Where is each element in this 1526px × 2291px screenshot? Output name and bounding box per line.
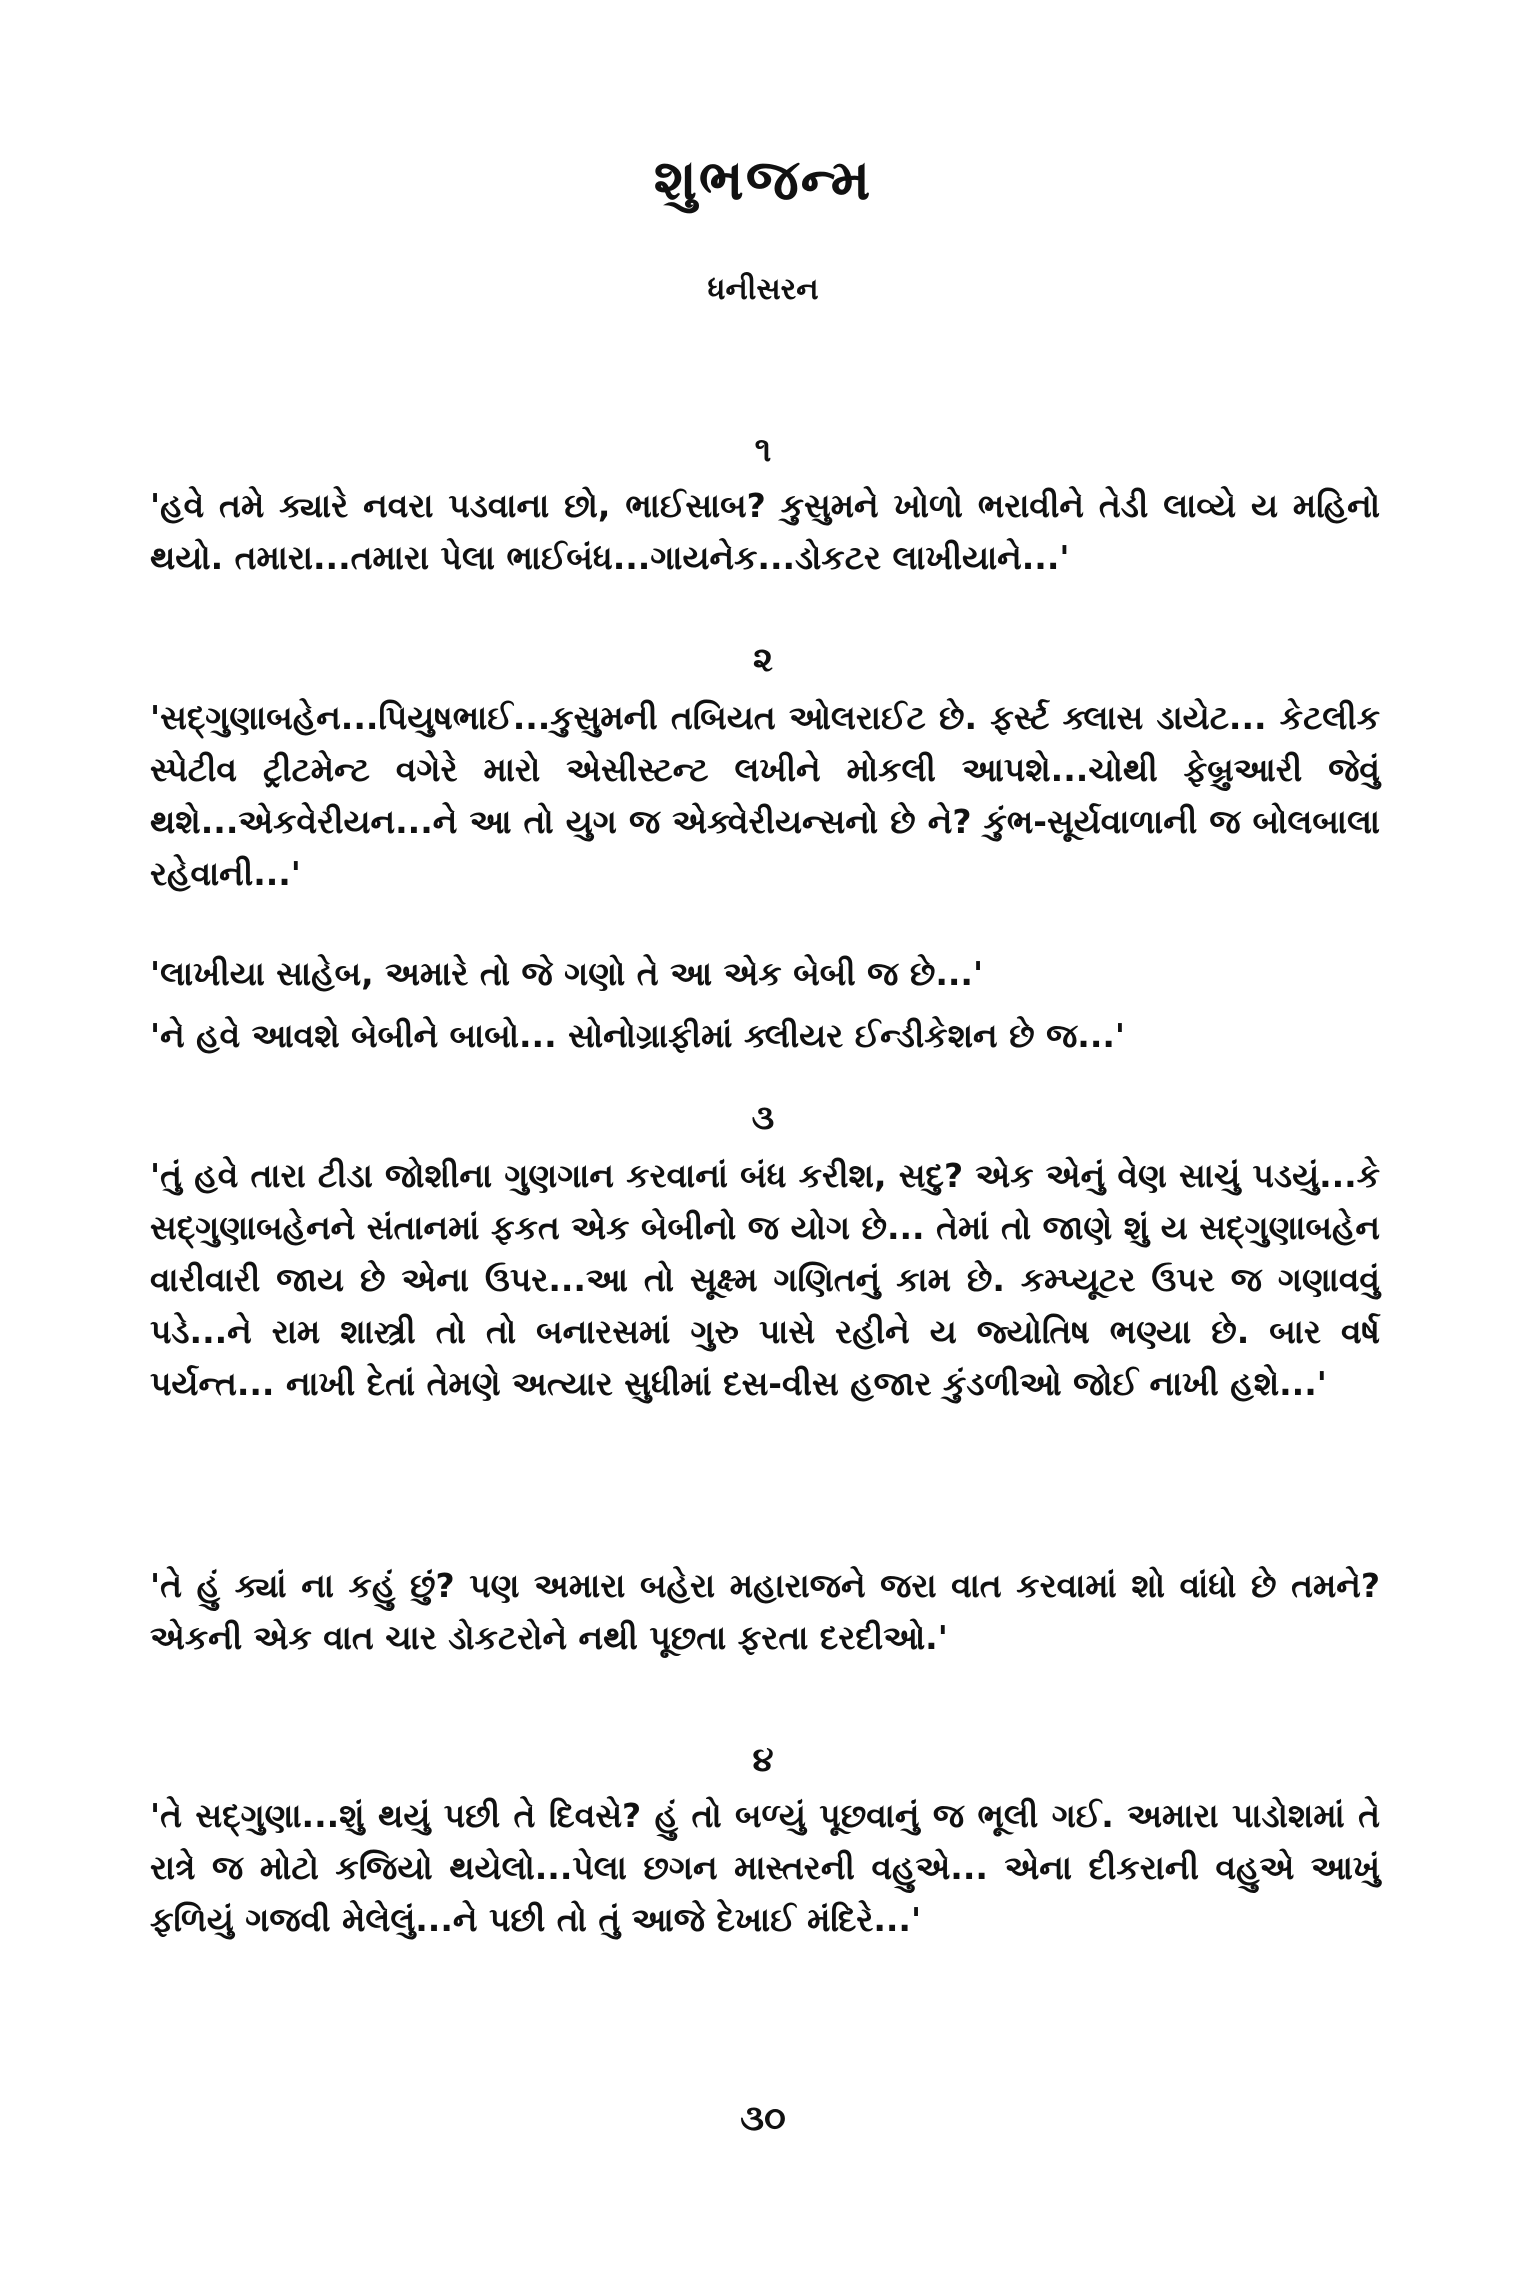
paragraph-4-1: 'તે સદ્‌ગુણા...શું થયું પછી તે દિવસે? હું તો બળ્યું પૂછવાનું જ ભૂલી ગઈ. અમારા પાડોશમાં તે રાત્રે જ મોટો કજિયો થયેલો...પેલા છગન માસ્તરની વહુએ... એના દીકરાની વહુએ આખું ફળિયું ગજવી મેલેલું...ને પછી તો તું આજે દેખાઈ મંદિરે...' bbox=[150, 1796, 1380, 1939]
paragraph-1-1: 'હવે તમે ક્યારે નવરા પડવાના છો, ભાઈસાબ? કુસુમને ખોળો ભરાવીને તેડી લાવ્યે ય મહિનો થયો. તમારા...તમારા પેલા ભાઈબંધ...ગાયનેક...ડોકટર લાખીયાને...' bbox=[150, 486, 1380, 577]
section-number-3: ૩ bbox=[751, 1098, 775, 1138]
paragraph-3-1: 'તું હવે તારા ટીડા જોશીના ગુણગાન કરવાનાં બંધ કરીશ, સદુ? એક એનું વેણ સાચું પડયું...કે સદ્‌ગુણાબહેનને સંતાનમાં ફકત એક બેબીનો જ યોગ છે... તેમાં તો જાણે શું ય સદ્‌ગુણાબહેન વારીવારી જાય છે એના ઉપર...આ તો સૂક્ષ્મ ગણિતનું કામ છે. કમ્પ્યૂટર ઉપર જ ગણાવવું પડે...ને રામ શાસ્ત્રી તો તો બનારસમાં ગુરુ પાસે રહીને ય જ્યોતિષ ભણ્યા છે. બાર વર્ષ પર્યન્ત... નાખી દેતાં તેમણે અત્યાર સુધીમાં દસ-વીસ હજાર કુંડળીઓ જોઈ નાખી હશે...' bbox=[150, 1156, 1380, 1403]
author-name: ધનીસરન bbox=[707, 272, 819, 307]
paragraph-3-2: 'તે હું ક્યાં ના કહું છું? પણ અમારા બહેરા મહારાજને જરા વાત કરવામાં શો વાંધો છે તમને? એકની એક વાત ચાર ડોકટરોને નથી પૂછતા ફરતા દરદીઓ.' bbox=[150, 1566, 1380, 1657]
section-number-1: ૧ bbox=[754, 430, 772, 470]
page-number: ૩૦ bbox=[740, 2098, 786, 2139]
section-number-4: ૪ bbox=[752, 1740, 774, 1780]
story-title: શુભજન્મ bbox=[653, 148, 873, 213]
paragraph-2-1: 'સદ્‌ગુણાબહેન...પિયુષભાઈ...કુસુમની તબિયત ઓલરાઈટ છે. ફર્સ્ટ ક્લાસ ડાયેટ... કેટલીક સ્પેટીવ ટ્રીટમેન્ટ વગેરે મારો એસીસ્ટન્ટ લખીને મોકલી આપશે...ચોથી ફેબ્રુઆરી જેવું થશે...એકવેરીયન...ને આ તો યુગ જ એક્વેરીયન્સનો છે ને? કુંભ-સૂર્યવાળાની જ બોલબાલા રહેવાની...' bbox=[150, 698, 1380, 893]
paragraph-2-2: 'લાખીયા સાહેબ, અમારે તો જે ગણો તે આ એક બેબી જ છે...' bbox=[150, 954, 984, 993]
section-number-2: ૨ bbox=[753, 640, 773, 680]
paragraph-2-3: 'ને હવે આવશે બેબીને બાબો... સોનોગ્રાફીમાં ક્લીયર ઈન્ડીકેશન છે જ...' bbox=[150, 1016, 1126, 1055]
